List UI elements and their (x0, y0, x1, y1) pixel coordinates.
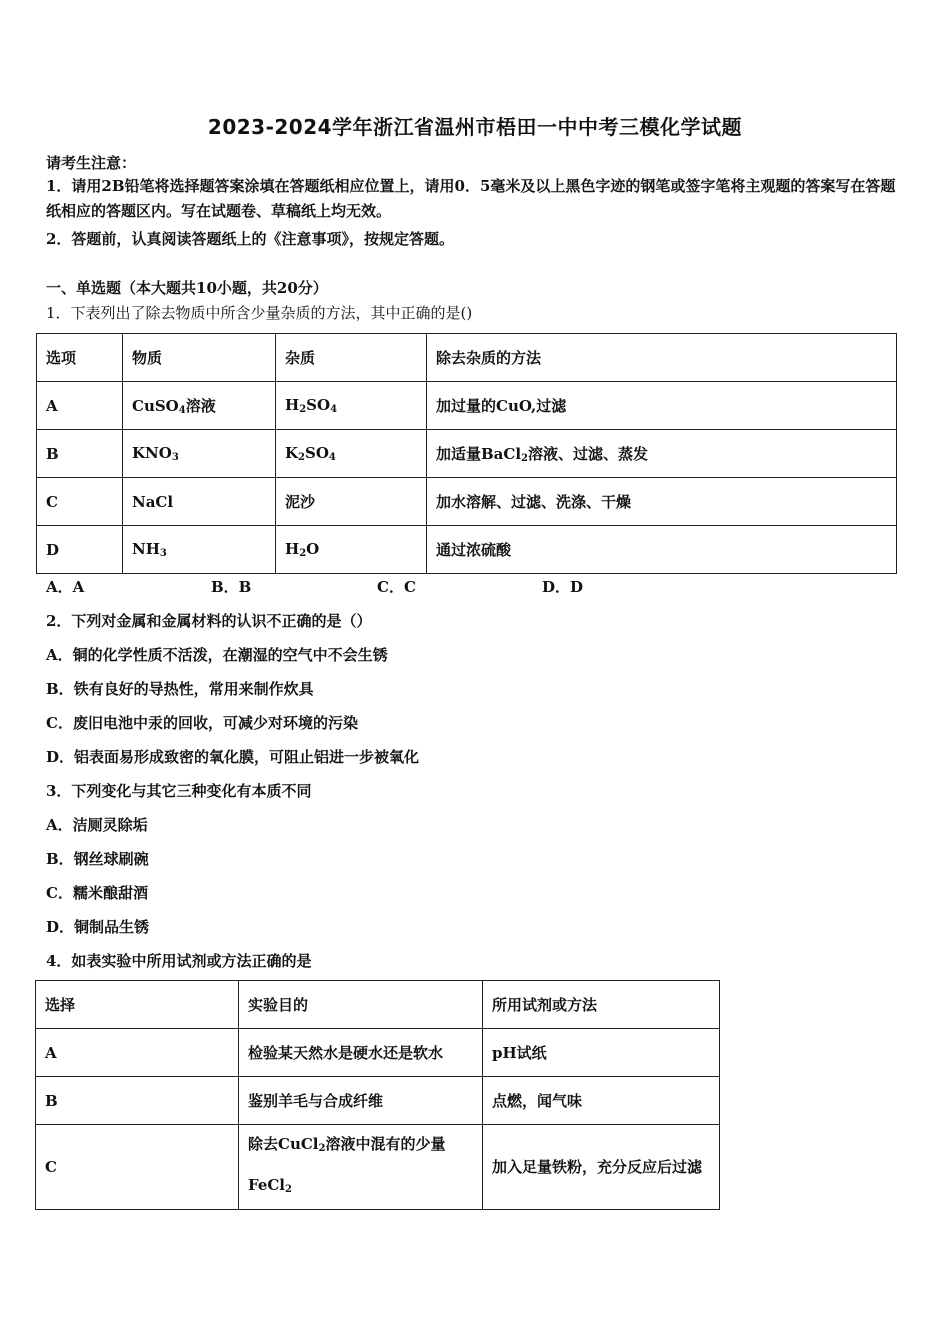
header-cell: 选择 (36, 981, 239, 1029)
table-row (36, 1077, 720, 1125)
method-cell: 点燃，闻气味 (483, 1077, 720, 1125)
question-1-stem: 1．下表列出了除去物质中所含少量杂质的方法，其中正确的是() (46, 304, 473, 322)
option-d[interactable]: D．D (542, 578, 584, 596)
question-3-stem: 3．下列变化与其它三种变化有本质不同 (46, 782, 312, 800)
notice-heading: 请考生注意： (46, 154, 137, 172)
question-4-stem: 4．如表实验中所用试剂或方法正确的是 (46, 952, 312, 970)
option-b[interactable]: B．B (211, 578, 252, 596)
notice-item-2: 2．答题前，认真阅读答题纸上的《注意事项》，按规定答题。 (46, 230, 454, 248)
substance-cell: NaCl (123, 478, 276, 526)
impurity-cell: $H_2SO_4$ (276, 382, 427, 430)
question-2-option-c[interactable]: C．废旧电池中汞的回收，可减少对环境的污染 (46, 714, 358, 732)
table-row (37, 430, 897, 478)
header-cell: 物质 (123, 334, 276, 382)
table-header-row (37, 334, 897, 382)
question-2-option-a[interactable]: A．铜的化学性质不活泼，在潮湿的空气中不会生锈 (46, 646, 388, 664)
option-c[interactable]: C．C (377, 578, 416, 596)
method-cell: 加水溶解、过滤、洗涤、干燥 (427, 478, 897, 526)
option-cell: A (37, 382, 123, 430)
method-cell: 加入足量铁粉，充分反应后过滤 (483, 1125, 720, 1210)
question-3-option-c[interactable]: C．糯米酿甜酒 (46, 884, 148, 902)
substance-cell: $KNO_3$ (123, 430, 276, 478)
question-4-table (35, 980, 720, 1210)
question-1-table (36, 333, 897, 574)
header-cell: 实验目的 (239, 981, 483, 1029)
table-row (36, 1029, 720, 1077)
header-cell: 所用试剂或方法 (483, 981, 720, 1029)
option-cell: B (36, 1077, 239, 1125)
table-row (37, 478, 897, 526)
question-3-option-a[interactable]: A．洁厕灵除垢 (46, 816, 148, 834)
option-cell: D (37, 526, 123, 574)
question-2-option-d[interactable]: D．铝表面易形成致密的氧化膜，可阻止铝进一步被氧化 (46, 748, 420, 766)
goal-cell: 检验某天然水是硬水还是软水 (239, 1029, 483, 1077)
impurity-cell: 泥沙 (276, 478, 427, 526)
goal-cell: 除去CuCl$_2$溶液中混有的少量 FeCl$_2$ (239, 1125, 483, 1210)
method-cell: pH试纸 (483, 1029, 720, 1077)
impurity-cell: $K_2SO_4$ (276, 430, 427, 478)
substance-cell: $NH_3$ (123, 526, 276, 574)
option-cell: C (36, 1125, 239, 1210)
header-cell: 选项 (37, 334, 123, 382)
question-2-stem: 2．下列对金属和金属材料的认识不正确的是（） (46, 612, 372, 630)
goal-cell: 鉴别羊毛与合成纤维 (239, 1077, 483, 1125)
page-title: 2023-2024学年浙江省温州市梧田一中中考三模化学试题 (207, 115, 743, 139)
header-cell: 除去杂质的方法 (427, 334, 897, 382)
notice-item-1: 1．请用2B铅笔将选择题答案涂填在答题纸相应位置上，请用0．5毫米及以上黑色字迹的钢笔或签字笔将主观题的答案写在答题纸相应的答题区内。写在试题卷、草稿纸上均无效。 (46, 177, 896, 220)
header-cell: 杂质 (276, 334, 427, 382)
method-cell: 通过浓硫酸 (427, 526, 897, 574)
table-row (37, 526, 897, 574)
section-heading: 一、单选题（本大题共10小题，共20分） (46, 279, 328, 297)
table-header-row (36, 981, 720, 1029)
option-a[interactable]: A．A (46, 578, 85, 596)
question-3-option-b[interactable]: B．钢丝球刷碗 (46, 850, 149, 868)
method-cell: 加适量BaCl$_2$溶液、过滤、蒸发 (427, 430, 897, 478)
method-cell: 加过量的CuO,过滤 (427, 382, 897, 430)
option-cell: C (37, 478, 123, 526)
substance-cell: CuSO$_4$溶液 (123, 382, 276, 430)
question-2-option-b[interactable]: B．铁有良好的导热性，常用来制作炊具 (46, 680, 314, 698)
table-row (36, 1125, 720, 1210)
question-3-option-d[interactable]: D．铜制品生锈 (46, 918, 150, 936)
option-cell: B (37, 430, 123, 478)
option-cell: A (36, 1029, 239, 1077)
table-row (37, 382, 897, 430)
impurity-cell: $H_2O$ (276, 526, 427, 574)
